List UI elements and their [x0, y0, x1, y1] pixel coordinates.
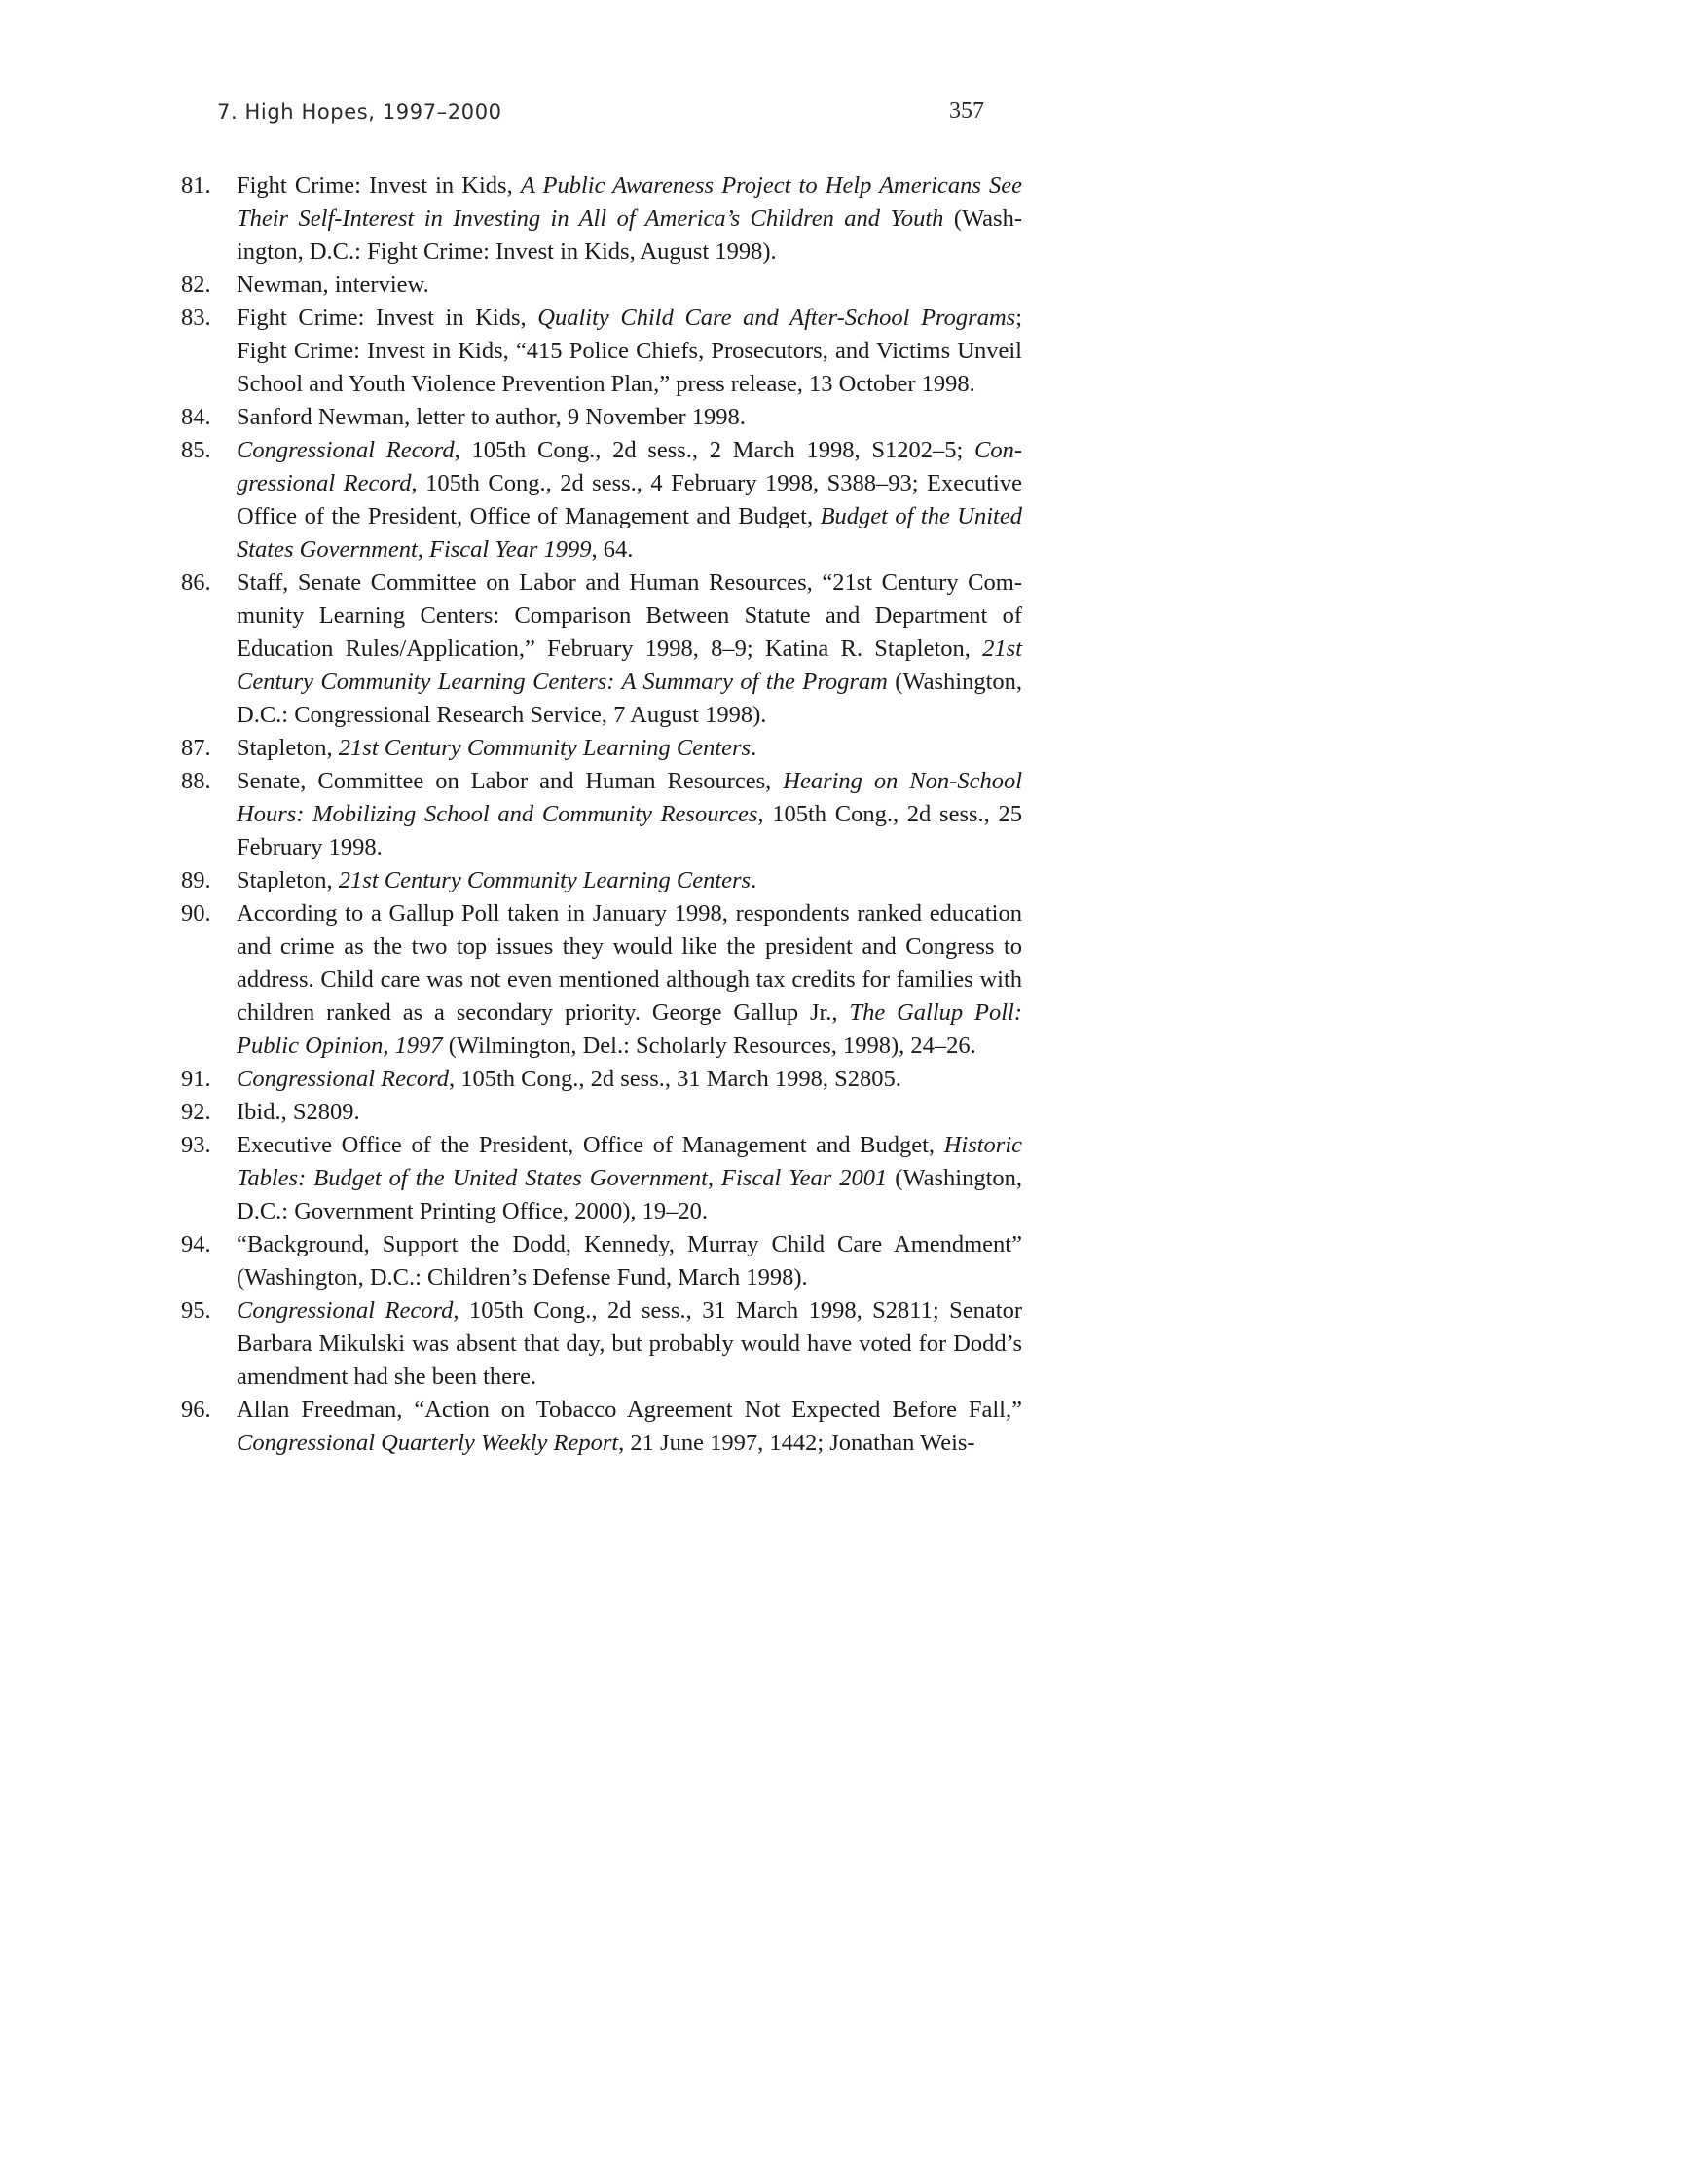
endnote-text — [237, 169, 1022, 269]
endnote — [181, 1294, 1022, 1394]
endnote — [181, 269, 1022, 302]
endnote — [181, 401, 1022, 434]
endnote-text-run: Newman, interview. — [237, 272, 429, 298]
endnote-text-run: Sanford Newman, letter to author, 9 November 1998. — [237, 404, 746, 430]
endnote-text-run: , 21 June 1997, 1442; Jonathan Weis- — [618, 1430, 975, 1456]
endnote-text-run: Fight Crime: Invest in Kids, — [237, 172, 521, 199]
endnote-number: 94. — [181, 1231, 211, 1257]
endnote — [181, 566, 1022, 732]
endnote-italic-title: Hearing on Non-School Hours: Mobilizing School and Community Resources — [237, 768, 1023, 827]
endnote — [181, 1129, 1022, 1228]
endnote-text-run: According to a Gallup Poll taken in January 1998, respondents ranked education and crime as the two top issues they would like the president and Congress to address. Child care was not even mentioned although tax credits for families with children ranked as a secondary priority. George Gallup Jr., — [237, 900, 1022, 1026]
endnote-text — [237, 732, 1022, 765]
endnote — [181, 765, 1022, 864]
endnote-text-run: Senate, Committee on Labor and Human Resources, — [237, 768, 784, 794]
endnote-number: 91. — [181, 1066, 211, 1092]
endnote-number: 87. — [181, 735, 211, 761]
endnote-text-run: , 105th Cong., 2d sess., 31 March 1998, S2811; Senator Barbara Mikulski was absent that day, but probably would have voted for Dodd’s amendment had she been there. — [237, 1297, 1022, 1390]
endnote-italic-title: 21st Century Community Learning Centers — [338, 867, 752, 893]
endnote-text-run: , 64. — [591, 536, 634, 563]
endnote-text-run: , 105th Cong., 2d sess., 2 March 1998, S1202–5; — [454, 437, 974, 463]
endnote-text-run: Executive Office of the President, Office of Management and Budget, — [237, 1132, 944, 1158]
endnote-italic-title: 21st Century Community Learning Centers: A Summary of the Program — [237, 636, 1022, 695]
endnote — [181, 169, 1022, 269]
endnote-text — [237, 1394, 1022, 1460]
endnote-number: 95. — [181, 1297, 211, 1324]
endnote-text-run: Fight Crime: Invest in Kids, — [237, 305, 538, 331]
endnote-number: 82. — [181, 272, 211, 298]
endnotes-list — [181, 169, 1022, 1460]
endnote-text — [237, 765, 1022, 864]
endnote — [181, 302, 1022, 401]
endnote — [181, 864, 1022, 897]
chapter-title: 7. High Hopes, 1997–2000 — [217, 100, 502, 124]
endnote-text-run: (Washington, D.C.: Congressional Research Service, 7 August 1998). — [237, 669, 1023, 728]
endnote-italic-title: 21st Century Community Learning Centers — [338, 735, 752, 761]
endnote-italic-title: Congressional Quarterly Weekly Report — [237, 1430, 619, 1456]
endnote-text — [237, 302, 1022, 401]
endnote-italic-title: Congressional Record — [237, 437, 455, 463]
endnote-text — [237, 566, 1022, 732]
endnote-number: 90. — [181, 900, 211, 927]
endnote-text-run: “Background, Support the Dodd, Kennedy, Murray Child Care Amendment” (Washington, D.C.: Children’s Defense Fund, March 1998). — [237, 1231, 1022, 1291]
endnote-italic-title: Congressional Record — [237, 437, 1022, 496]
endnote — [181, 1063, 1022, 1096]
endnote-text-run: , 105th Cong., 2d sess., 4 February 1998, S388–93; Executive Office of the President, Office of Management and Budget, — [237, 470, 1022, 529]
endnote-text — [237, 864, 1022, 897]
endnote-text-run: (Washington, D.C.: Fight Crime: Invest in Kids, August 1998). — [237, 205, 1022, 265]
endnote-text-run: ; Fight Crime: Invest in Kids, “415 Police Chiefs, Prosecutors, and Victims Unveil School and Youth Violence Prevention Plan,” press release, 13 October 1998. — [237, 305, 1022, 397]
endnote-number: 93. — [181, 1132, 211, 1158]
endnote-text-run: , 105th Cong., 2d sess., 25 February 1998. — [237, 801, 1022, 860]
endnote-text-run: . — [751, 735, 757, 761]
endnote-italic-title: Historic Tables: Budget of the United States Government, Fiscal Year 2001 — [237, 1132, 1022, 1191]
endnote-number: 86. — [181, 569, 211, 596]
endnote-text — [237, 1129, 1022, 1228]
endnote-text — [237, 1294, 1022, 1394]
endnote-text-run: Allan Freedman, “Action on Tobacco Agreement Not Expected Before Fall,” — [237, 1397, 1022, 1423]
endnote-text — [237, 1096, 1022, 1129]
endnote-number: 89. — [181, 867, 211, 893]
endnote — [181, 1096, 1022, 1129]
endnote-text-run: (Wilmington, Del.: Scholarly Resources, 1998), 24–26. — [442, 1033, 976, 1059]
endnote-text — [237, 269, 1022, 302]
endnote-text — [237, 434, 1022, 566]
endnote-number: 85. — [181, 437, 211, 463]
endnote-text — [237, 897, 1022, 1063]
endnote — [181, 897, 1022, 1063]
endnote-text — [237, 401, 1022, 434]
endnote-italic-title: Congressional Record — [237, 1297, 454, 1324]
endnote-italic-title: A Public Awareness Project to Help Americans See Their Self-Interest in Investing in All of America’s Children and Youth — [237, 172, 1023, 232]
endnote-number: 96. — [181, 1397, 211, 1423]
endnote-text-run: , 105th Cong., 2d sess., 31 March 1998, S2805. — [449, 1066, 901, 1092]
endnote-text-run: (Washington, D.C.: Government Printing Office, 2000), 19–20. — [237, 1165, 1023, 1224]
endnote-text-run: Stapleton, — [237, 867, 339, 893]
endnote-italic-title: The Gallup Poll: Public Opinion, 1997 — [237, 1000, 1022, 1059]
page-number: 357 — [949, 98, 984, 124]
endnote-text — [237, 1063, 1022, 1096]
endnote-text-run: . — [751, 867, 757, 893]
endnote-italic-title: Quality Child Care and After-School Programs — [537, 305, 1016, 331]
endnote-number: 84. — [181, 404, 211, 430]
endnote — [181, 732, 1022, 765]
endnote-number: 92. — [181, 1099, 211, 1125]
endnote-text — [237, 1228, 1022, 1294]
endnote-number: 83. — [181, 305, 211, 331]
endnote-italic-title: Budget of the United States Government, Fiscal Year 1999 — [237, 503, 1022, 563]
endnote-text-run: Ibid., S2809. — [237, 1099, 360, 1125]
endnote-text-run: Stapleton, — [237, 735, 339, 761]
endnote — [181, 434, 1022, 566]
endnote-number: 88. — [181, 768, 211, 794]
endnote-number: 81. — [181, 172, 211, 199]
running-head — [217, 100, 984, 133]
endnote-italic-title: Congressional Record — [237, 1066, 449, 1092]
endnote — [181, 1394, 1022, 1460]
endnote — [181, 1228, 1022, 1294]
endnote-text-run: Staff, Senate Committee on Labor and Human Resources, “21st Century Community Learning Centers: Comparison Between Statute and Department of Education Rules/Application,” February 1998, 8–9; Katina R. Stapleton, — [237, 569, 1022, 662]
